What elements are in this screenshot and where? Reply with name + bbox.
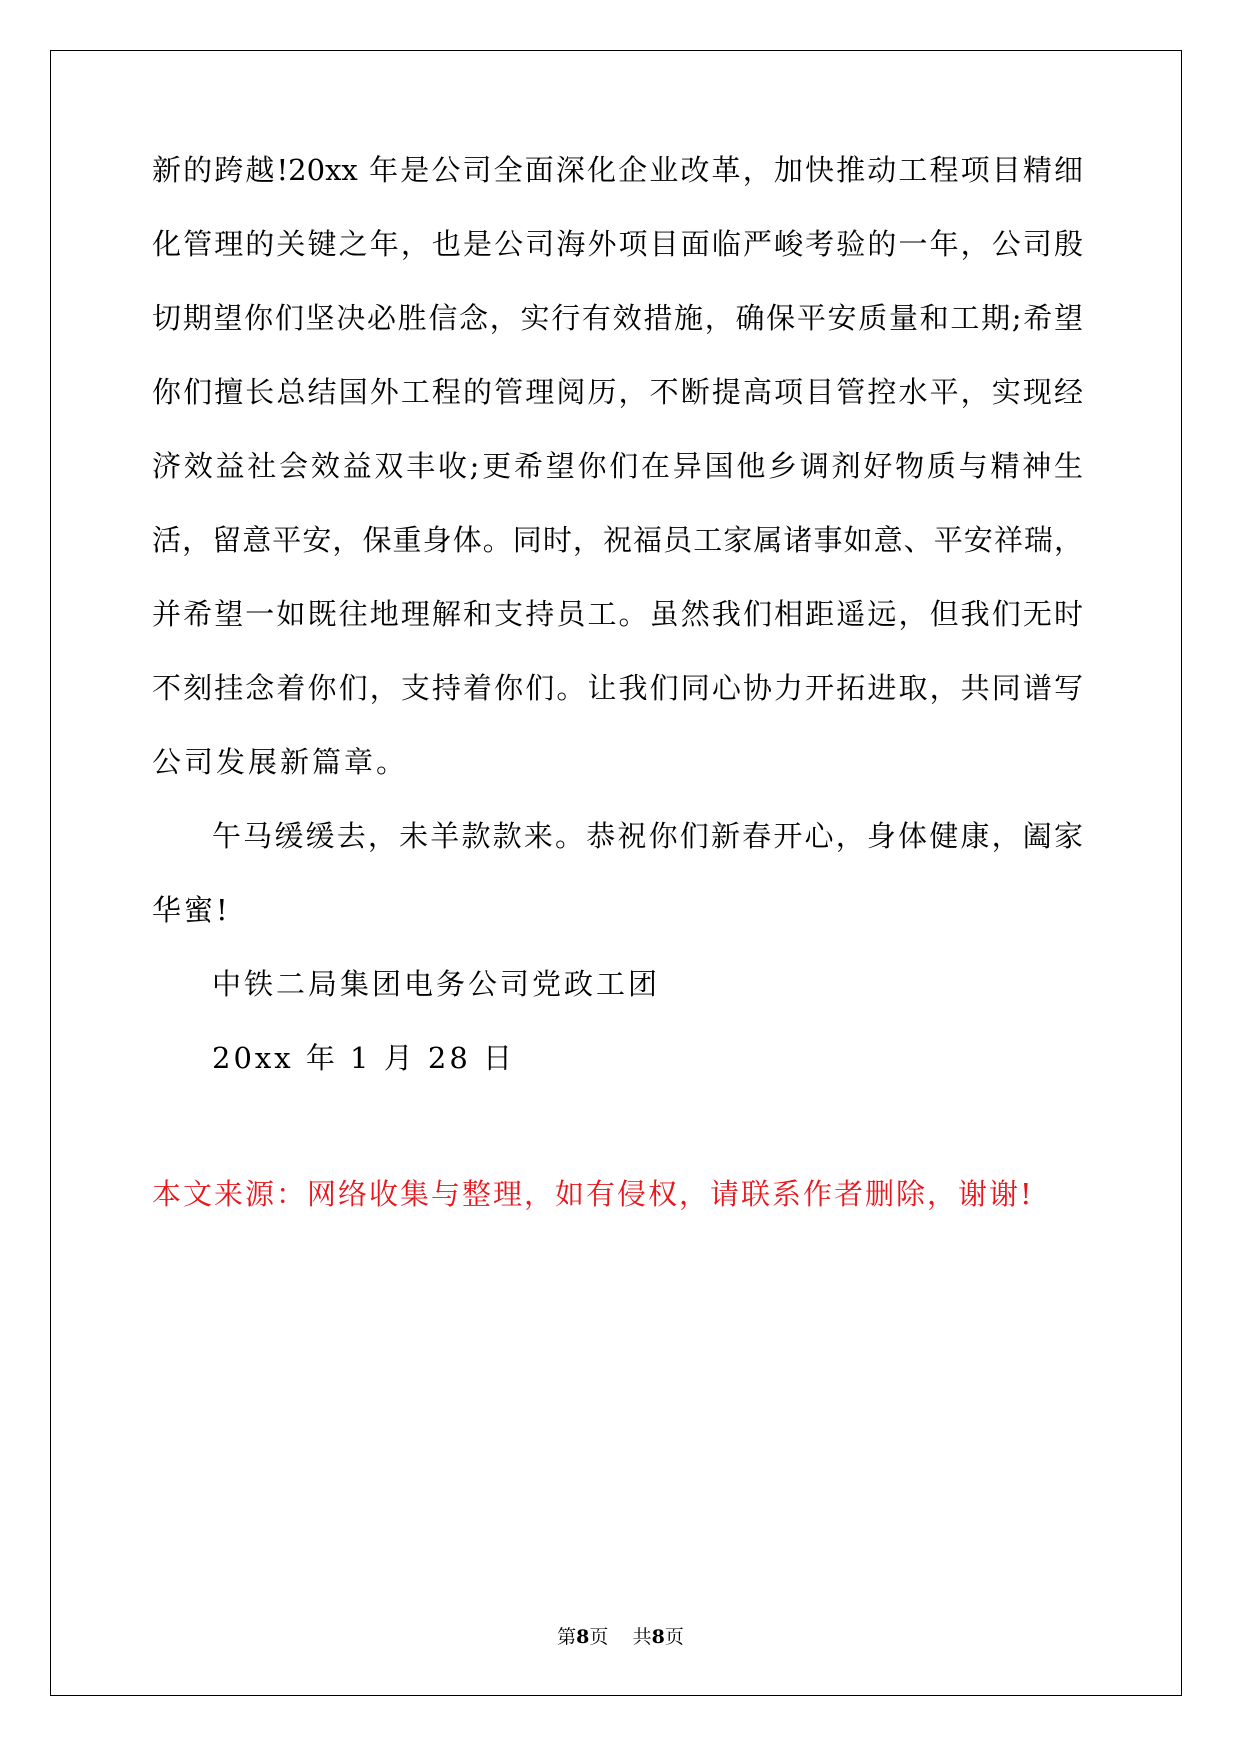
- footer-total-suffix: 页: [664, 1626, 684, 1648]
- body-line-8: 不刻挂念着你们，支持着你们。让我们同心协力开拓进取，共同谱写: [152, 671, 1083, 705]
- document-date: 20xx 年 1 月 28 日: [212, 1041, 516, 1075]
- footer-page-number: 8: [576, 1626, 590, 1648]
- greeting-line-1: 午马缓缓去，未羊款款来。恭祝你们新春开心，身体健康，阖家: [212, 819, 1083, 853]
- footer-page-prefix: 第: [557, 1626, 577, 1648]
- source-note: 本文来源：网络收集与整理，如有侵权，请联系作者删除，谢谢!: [152, 1177, 1034, 1211]
- body-line-1: 新的跨越!20xx 年是公司全面深化企业改革，加快推动工程项目精细: [152, 153, 1083, 187]
- body-line-3: 切期望你们坚决必胜信念，实行有效措施，确保平安质量和工期;希望: [152, 301, 1083, 335]
- body-line-4: 你们擅长总结国外工程的管理阅历，不断提高项目管控水平，实现经: [152, 375, 1083, 409]
- body-line-6: 活，留意平安，保重身体。同时，祝福员工家属诸事如意、平安祥瑞，: [152, 523, 1083, 557]
- body-line-2: 化管理的关键之年，也是公司海外项目面临严峻考验的一年，公司殷: [152, 227, 1083, 261]
- body-line-9: 公司发展新篇章。: [152, 745, 409, 779]
- footer-page-suffix: 页: [589, 1626, 609, 1648]
- body-line-7: 并希望一如既往地理解和支持员工。虽然我们相距遥远，但我们无时: [152, 597, 1083, 631]
- body-line-5: 济效益社会效益双丰收;更希望你们在异国他乡调剂好物质与精神生: [152, 449, 1083, 483]
- greeting-line-2: 华蜜!: [152, 893, 231, 927]
- page-border: [50, 50, 1182, 1696]
- footer-total-number: 8: [651, 1626, 665, 1648]
- page-footer: [0, 1625, 1241, 1649]
- footer-total-prefix: 共: [632, 1626, 652, 1648]
- signature: 中铁二局集团电务公司党政工团: [212, 967, 661, 1001]
